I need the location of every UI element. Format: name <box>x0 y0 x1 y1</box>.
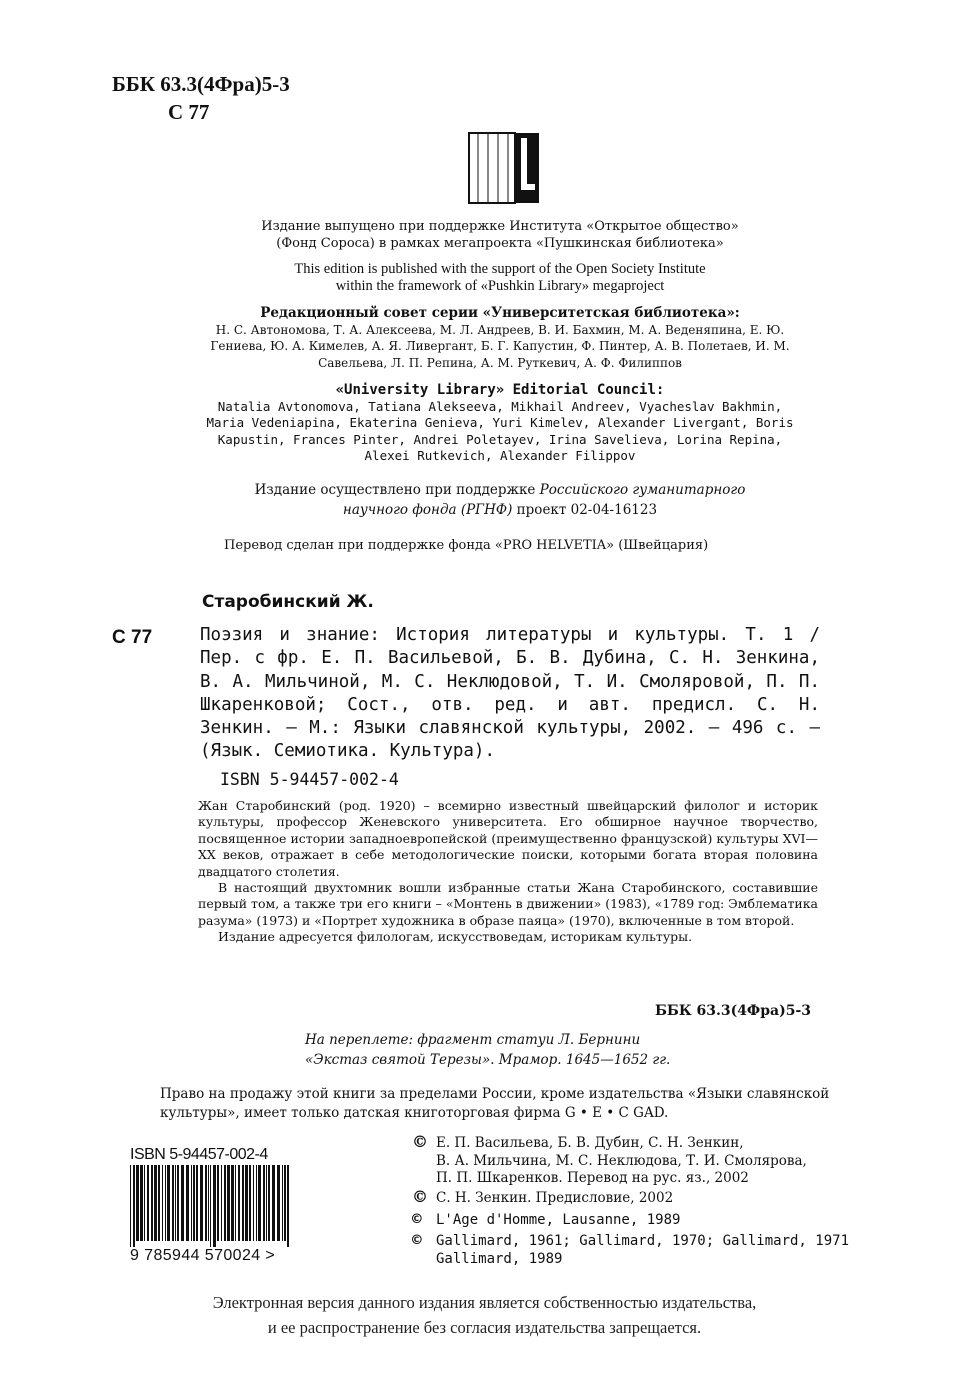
barcode-isbn-label: ISBN 5-94457-002-4 <box>130 1146 268 1163</box>
annotation <box>198 798 818 946</box>
bbk-header <box>112 70 290 126</box>
shelf-code: С 77 <box>168 100 210 124</box>
footer-line1: Электронная версия данного издания является собственностью издательства, <box>212 1293 757 1312</box>
barcode-bar <box>221 1165 222 1241</box>
barcode-bar <box>165 1165 166 1241</box>
copyright-3-text: L'Age d'Homme, Lausanne, 1989 <box>436 1212 681 1228</box>
barcode-bar <box>263 1165 265 1241</box>
binding-line1: На переплете: фрагмент статуи Л. Бернини <box>305 1032 641 1048</box>
copyright-symbol: © <box>412 1132 428 1151</box>
barcode-bar <box>130 1165 131 1247</box>
barcode-bar <box>133 1165 135 1247</box>
bbk-code-right: ББК 63.3(4Фра)5-3 <box>654 1003 811 1019</box>
annotation-p1: Жан Старобинский (род. 1920) – всемирно известный швейцарский филолог и историк культуры, профессор Женевского университета. Его обширное научное творчество, посвященное истории западноевропейской (преимущественно французской) культуры XVI—XX веков, отражает в себе методологические поиски, которыми богата вторая половина двадцатого столетия. <box>198 798 818 879</box>
binding-line2: «Экстаз святой Терезы». Мрамор. 1645—1652 гг. <box>305 1052 671 1068</box>
barcode-bar <box>224 1165 226 1241</box>
barcode-bar <box>151 1165 153 1241</box>
council-ru-members: Н. С. Автономова, Т. А. Алексеева, М. Л. Андреев, В. И. Бахмин, М. А. Веденяпина, Е. Ю. Гениева, Ю. А. Кимелев, А. Я. Ливергант, Б. Г. Капустин, Ф. Пинтер, А. В. Полетаев, И. М. Савельева, Л. П. Репина, А. М. Руткевич, А. Ф. Филиппов <box>210 322 790 370</box>
annotation-p3: Издание адресуется филологам, искусствоведам, историкам культуры. <box>218 929 693 945</box>
barcode-bar <box>287 1165 289 1247</box>
barcode-bar <box>136 1165 139 1241</box>
barcode-bar <box>210 1165 211 1247</box>
barcode-bar <box>258 1165 261 1241</box>
barcode-bar <box>284 1165 286 1241</box>
barcode-bar <box>256 1165 257 1241</box>
barcode-bar <box>268 1165 270 1241</box>
barcode-bar <box>147 1165 149 1241</box>
copyright-1 <box>412 1133 807 1188</box>
isbn: ISBN 5-94457-002-4 <box>220 770 399 789</box>
pro-helvetia-note: Перевод сделан при поддержке фонда «PRO HELVETIA» (Швейцария) <box>224 538 709 553</box>
rgnf-project: проект 02-04-16123 <box>516 502 658 518</box>
binding-note <box>305 1030 670 1070</box>
bibliographic-description: Поэзия и знание: История литературы и культуры. Т. 1 / Пер. с фр. Е. П. Васильевой, Б. В. Дубина, С. Н. Зенкина, В. А. Мильчиной, М. С. Неклюдовой, Т. И. Смоляровой, П. П. Шкаренковой; Сост., отв. ред. и авт. предисл. С. Н. Зенкин. – М.: Языки славянской культуры, 2002. – 496 с. – (Язык. Семиотика. Культура). <box>200 625 820 762</box>
copyright-symbol: © <box>412 1209 422 1228</box>
author: Старобинский Ж. <box>202 592 374 612</box>
copyright-1-line2: В. А. Мильчина, М. С. Неклюдова, Т. И. Смолярова, <box>436 1152 807 1169</box>
support-en-line1: This edition is published with the support of the Open Society Institute <box>294 261 706 277</box>
rgnf-support <box>230 480 770 520</box>
barcode-bar <box>154 1165 157 1241</box>
copyright-1-line1: Е. П. Васильева, Б. В. Дубин, С. Н. Зенкин, <box>436 1135 744 1151</box>
council-ru-title: Редакционный совет серии «Университетская библиотека»: <box>260 305 740 321</box>
support-ru <box>220 218 780 252</box>
barcode-bar <box>193 1165 195 1241</box>
barcode-bar <box>277 1165 280 1241</box>
barcode-bar <box>144 1165 145 1241</box>
barcode-bar <box>177 1165 179 1241</box>
barcode <box>128 1165 293 1247</box>
bibliographic-shelf-code: С 77 <box>112 627 153 648</box>
barcode-bar <box>191 1165 192 1241</box>
barcode-bar <box>162 1165 163 1241</box>
sales-rights: Право на продажу этой книги за пределами России, кроме издательства «Языки славянской культуры», имеет только датская книготорговая фирма G • E • C GAD. <box>160 1086 830 1121</box>
support-en <box>220 261 780 295</box>
footer-line2: и ее распространение без согласия издательства запрещается. <box>267 1318 702 1337</box>
barcode-bar <box>158 1165 160 1241</box>
barcode-bar <box>208 1165 209 1241</box>
editorial-council-ru <box>205 305 795 371</box>
support-en-line2: within the framework of «Pushkin Library» megaproject <box>335 278 665 294</box>
barcode-bar <box>175 1165 176 1241</box>
annotation-p2: В настоящий двухтомник вошли избранные статьи Жана Старобинского, составившие первый том, а также три его книги – «Монтень в движении» (1983), «1789 год: Эмблематика разума» (1973) и «Портрет художника в образе паяца» (1970), включенные в том второй. <box>198 880 818 928</box>
series-logo <box>468 132 540 204</box>
barcode-bar <box>181 1165 184 1241</box>
barcode-bar <box>282 1165 283 1241</box>
barcode-bar <box>235 1165 236 1241</box>
copyright-4-line2: Gallimard, 1989 <box>436 1250 563 1267</box>
barcode-bar <box>196 1165 198 1241</box>
barcode-bar <box>213 1165 216 1247</box>
barcode-bar <box>186 1165 189 1241</box>
barcode-bar <box>249 1165 251 1241</box>
barcode-bar <box>200 1165 203 1241</box>
council-en-title: «University Library» Editorial Council: <box>335 382 665 398</box>
barcode-digits: 9 785944 570024 > <box>130 1247 276 1264</box>
barcode-bar <box>227 1165 230 1241</box>
support-ru-line1: Издание выпущено при поддержке Института «Открытое общество» <box>261 219 739 234</box>
rgnf-fund-name: Российского гуманитарного научного фонда (РГНФ) <box>342 482 746 518</box>
barcode-bar <box>140 1165 143 1241</box>
barcode-bar <box>217 1165 219 1241</box>
copyright-4 <box>412 1231 849 1268</box>
barcode-bar <box>167 1165 170 1241</box>
barcode-bar <box>172 1165 174 1241</box>
copyright-symbol: © <box>412 1187 428 1206</box>
copyright-4-line1: Gallimard, 1961; Gallimard, 1970; Gallimard, 1971 <box>436 1233 850 1249</box>
copyright-2 <box>412 1188 673 1208</box>
barcode-bar <box>205 1165 207 1241</box>
barcode-bar <box>238 1165 240 1241</box>
barcode-bar <box>253 1165 254 1241</box>
copyright-1-line3: П. П. Шкаренков. Перевод на рус. яз., 2002 <box>436 1170 749 1186</box>
support-ru-line2: (Фонд Сороса) в рамках мегапроекта «Пушкинская библиотека» <box>276 236 724 251</box>
copyright-symbol: © <box>412 1230 422 1249</box>
council-en-members: Natalia Avtonomova, Tatiana Alekseeva, Mikhail Andreev, Vyacheslav Bakhmin, Maria Vedeniapina, Ekaterina Genieva, Yuri Kimelev, Alexander Livergant, Boris Kapustin, Frances Pinter, Andrei Poletayev, Irina Savelieva, Lorina Repina, Alexei Rutkevich, Alexander Filippov <box>206 398 794 464</box>
barcode-bar <box>245 1165 248 1241</box>
editorial-council-en <box>205 382 795 465</box>
copyright-2-text: С. Н. Зенкин. Предисловие, 2002 <box>436 1190 674 1206</box>
copyright-3 <box>412 1210 680 1230</box>
bbk-code: ББК 63.3(4Фра)5-3 <box>112 72 290 96</box>
barcode-bar <box>272 1165 275 1241</box>
barcode-bar <box>242 1165 244 1241</box>
footer-notice <box>0 1290 969 1340</box>
rgnf-prefix: Издание осуществлено при поддержке <box>254 482 536 498</box>
barcode-bar <box>266 1165 267 1241</box>
barcode-bar <box>231 1165 234 1241</box>
